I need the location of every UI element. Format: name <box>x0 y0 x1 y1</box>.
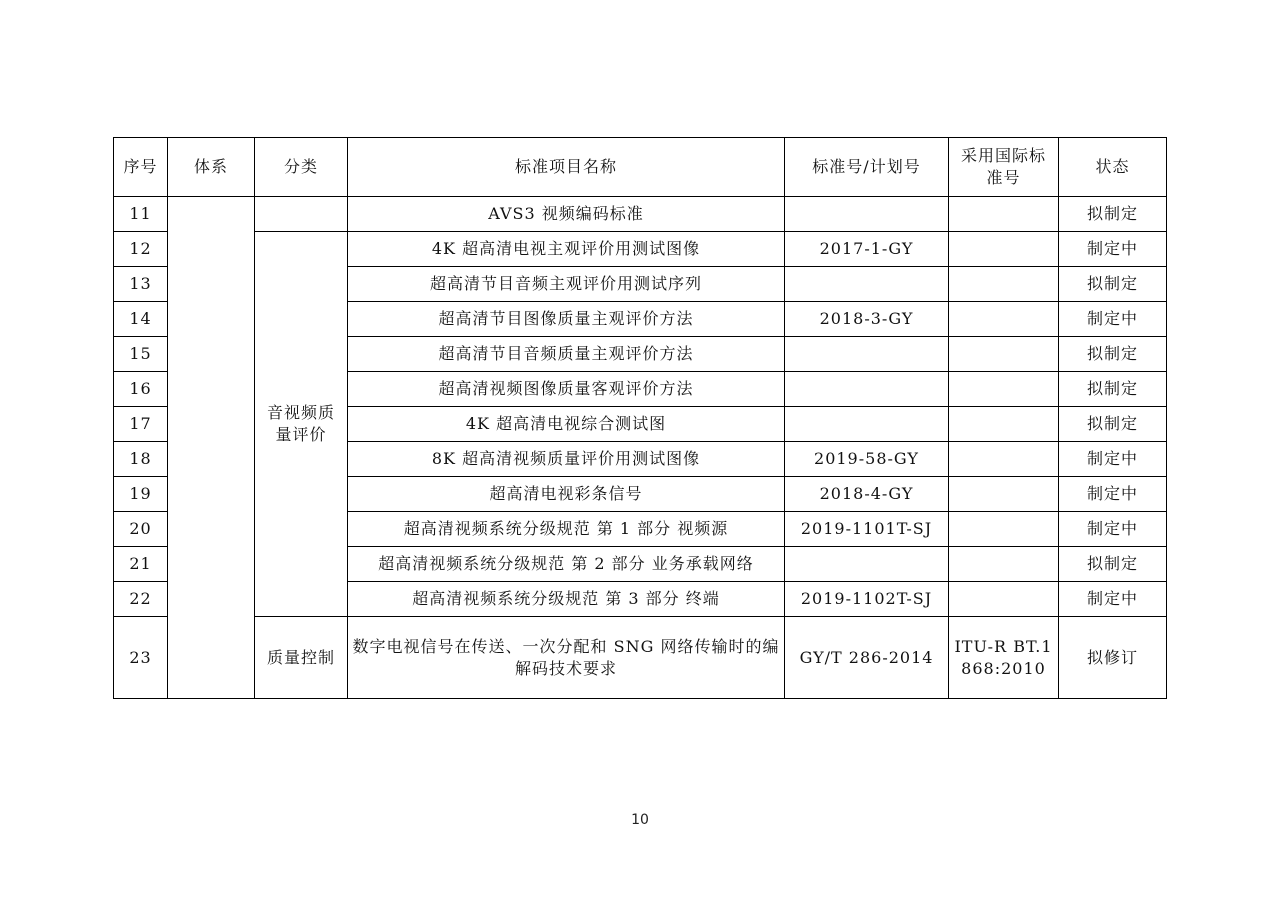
cell-intl: ITU-R BT.1868:2010 <box>949 617 1059 699</box>
cell-status: 拟制定 <box>1059 372 1167 407</box>
header-code: 标准号/计划号 <box>785 138 949 197</box>
cell-seq: 15 <box>114 337 168 372</box>
cell-status: 拟制定 <box>1059 337 1167 372</box>
cell-code <box>785 267 949 302</box>
cell-code: 2019-58-GY <box>785 442 949 477</box>
cell-intl <box>949 547 1059 582</box>
table-row <box>114 197 1167 232</box>
cell-intl <box>949 267 1059 302</box>
page-number: 10 <box>631 812 649 828</box>
cell-seq: 23 <box>114 617 168 699</box>
cell-seq: 20 <box>114 512 168 547</box>
cell-status: 制定中 <box>1059 232 1167 267</box>
cell-code <box>785 407 949 442</box>
cell-category-av-quality: 音视频质量评价 <box>255 232 348 617</box>
header-intl: 采用国际标准号 <box>949 138 1059 197</box>
cell-code: 2018-4-GY <box>785 477 949 512</box>
header-system: 体系 <box>168 138 255 197</box>
cell-code: 2019-1102T-SJ <box>785 582 949 617</box>
header-name: 标准项目名称 <box>348 138 785 197</box>
cell-seq: 16 <box>114 372 168 407</box>
cell-intl <box>949 407 1059 442</box>
cell-name: 4K 超高清电视综合测试图 <box>348 407 785 442</box>
cell-code: 2018-3-GY <box>785 302 949 337</box>
cell-seq: 12 <box>114 232 168 267</box>
cell-intl <box>949 512 1059 547</box>
cell-status: 制定中 <box>1059 302 1167 337</box>
cell-intl <box>949 302 1059 337</box>
cell-code <box>785 547 949 582</box>
cell-intl <box>949 442 1059 477</box>
cell-seq: 18 <box>114 442 168 477</box>
cell-category-quality-control: 质量控制 <box>255 617 348 699</box>
standards-table <box>113 137 1167 699</box>
table-row <box>114 232 1167 267</box>
cell-name: 超高清视频系统分级规范 第 3 部分 终端 <box>348 582 785 617</box>
cell-seq: 13 <box>114 267 168 302</box>
cell-status: 拟制定 <box>1059 197 1167 232</box>
cell-intl <box>949 197 1059 232</box>
cell-seq: 21 <box>114 547 168 582</box>
cell-category-empty <box>255 197 348 232</box>
cell-status: 拟制定 <box>1059 267 1167 302</box>
table-header-row <box>114 138 1167 197</box>
cell-code: GY/T 286-2014 <box>785 617 949 699</box>
cell-name: 超高清电视彩条信号 <box>348 477 785 512</box>
cell-seq: 14 <box>114 302 168 337</box>
cell-status: 制定中 <box>1059 442 1167 477</box>
cell-intl <box>949 477 1059 512</box>
cell-intl <box>949 582 1059 617</box>
cell-intl <box>949 372 1059 407</box>
table-row <box>114 617 1167 699</box>
cell-status: 制定中 <box>1059 582 1167 617</box>
cell-intl <box>949 337 1059 372</box>
cell-code <box>785 337 949 372</box>
cell-system-merged <box>168 197 255 699</box>
cell-name: 4K 超高清电视主观评价用测试图像 <box>348 232 785 267</box>
header-seq: 序号 <box>114 138 168 197</box>
cell-status: 制定中 <box>1059 477 1167 512</box>
cell-name: 超高清节目图像质量主观评价方法 <box>348 302 785 337</box>
cell-status: 拟修订 <box>1059 617 1167 699</box>
cell-name: 超高清视频系统分级规范 第 1 部分 视频源 <box>348 512 785 547</box>
header-category: 分类 <box>255 138 348 197</box>
cell-name: 数字电视信号在传送、一次分配和 SNG 网络传输时的编解码技术要求 <box>348 617 785 699</box>
cell-name: AVS3 视频编码标准 <box>348 197 785 232</box>
cell-seq: 22 <box>114 582 168 617</box>
cell-name: 超高清节目音频主观评价用测试序列 <box>348 267 785 302</box>
cell-status: 拟制定 <box>1059 407 1167 442</box>
cell-intl <box>949 232 1059 267</box>
cell-seq: 19 <box>114 477 168 512</box>
cell-status: 制定中 <box>1059 512 1167 547</box>
cell-name: 超高清视频图像质量客观评价方法 <box>348 372 785 407</box>
header-status: 状态 <box>1059 138 1167 197</box>
cell-seq: 17 <box>114 407 168 442</box>
cell-code <box>785 197 949 232</box>
cell-code: 2017-1-GY <box>785 232 949 267</box>
cell-code: 2019-1101T-SJ <box>785 512 949 547</box>
cell-status: 拟制定 <box>1059 547 1167 582</box>
cell-seq: 11 <box>114 197 168 232</box>
cell-name: 8K 超高清视频质量评价用测试图像 <box>348 442 785 477</box>
cell-name: 超高清视频系统分级规范 第 2 部分 业务承载网络 <box>348 547 785 582</box>
cell-name: 超高清节目音频质量主观评价方法 <box>348 337 785 372</box>
cell-code <box>785 372 949 407</box>
